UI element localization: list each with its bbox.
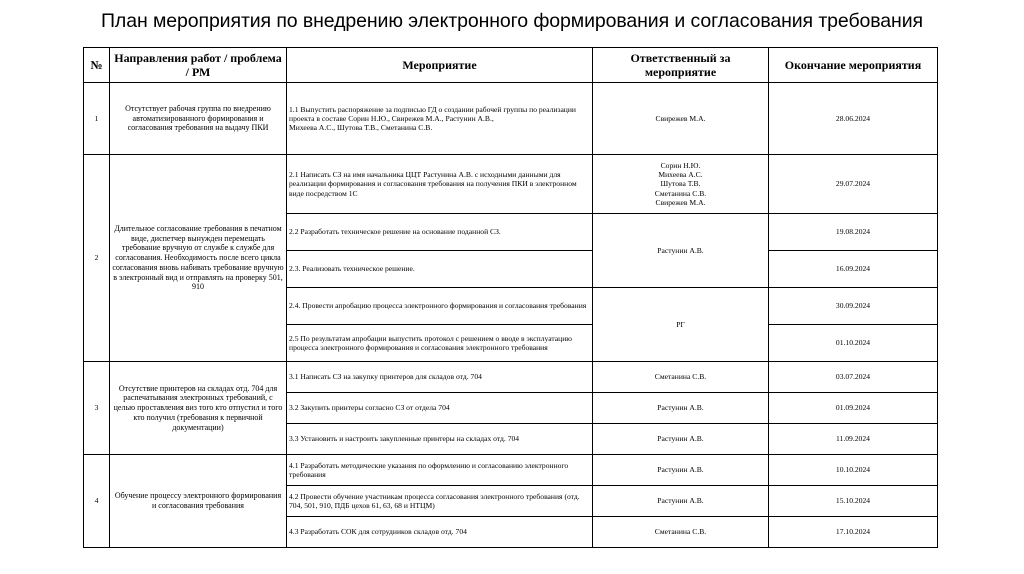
row-number: 3 xyxy=(84,362,110,455)
action-cell: 4.3 Разработать СОК для сотрудников складов отд. 704 xyxy=(287,517,593,548)
action-plan-table xyxy=(83,47,938,548)
deadline-cell: 10.10.2024 xyxy=(769,455,938,486)
deadline-cell: 16.09.2024 xyxy=(769,251,938,288)
header-responsible: Ответственный за мероприятие xyxy=(593,48,769,83)
action-cell: 1.1 Выпустить распоряжение за подписью ГД о создании рабочей группы по реализации проекта в составе Сорин Н.Ю., Свирежев М.А., Растунин А.В., Михеева А.С., Шутова Т.В., Сметанина С.В. xyxy=(287,83,593,155)
header-action: Мероприятие xyxy=(287,48,593,83)
action-cell: 4.1 Разработать методические указания по оформлению и согласованию электронного требования xyxy=(287,455,593,486)
header-num: № xyxy=(84,48,110,83)
deadline-cell: 15.10.2024 xyxy=(769,486,938,517)
table-row xyxy=(84,362,938,393)
problem-cell: Обучение процессу электронного формирования и согласования требования xyxy=(110,455,287,548)
action-cell: 3.3 Установить и настроить закупленные принтеры на складах отд. 704 xyxy=(287,424,593,455)
problem-cell: Отсутствует рабочая группа по внедрению автоматизированного формирования и согласования требования на выдачу ПКИ xyxy=(110,83,287,155)
deadline-cell: 03.07.2024 xyxy=(769,362,938,393)
deadline-cell: 30.09.2024 xyxy=(769,288,938,325)
table-row xyxy=(84,83,938,155)
responsible-cell: Сметанина С.В. xyxy=(593,362,769,393)
responsible-cell: РГ xyxy=(593,288,769,362)
page-title: План мероприятия по внедрению электронного формирования и согласования требования xyxy=(101,10,923,32)
table-row xyxy=(84,455,938,486)
responsible-cell: Сорин Н.Ю. Михеева А.С. Шутова Т.В. Сметанина С.В. Свирежев М.А. xyxy=(593,155,769,214)
responsible-cell: Сметанина С.В. xyxy=(593,517,769,548)
table-header-row xyxy=(84,48,938,83)
deadline-cell: 11.09.2024 xyxy=(769,424,938,455)
responsible-cell: Растунин А.В. xyxy=(593,424,769,455)
responsible-cell: Растунин А.В. xyxy=(593,393,769,424)
deadline-cell: 01.09.2024 xyxy=(769,393,938,424)
deadline-cell: 17.10.2024 xyxy=(769,517,938,548)
table-row xyxy=(84,155,938,214)
deadline-cell: 29.07.2024 xyxy=(769,155,938,214)
problem-cell: Длительное согласование требования в печатном виде, диспетчер вынужден перемещать требование вручную от службе к службе для согласования. Необходимость после всего цикла согласования вновь набивать требование вручную в электронный вид и отправлять на проверку 501, 910 xyxy=(110,155,287,362)
action-cell: 2.5 По результатам апробации выпустить протокол с решением о вводе в эксплуатацию процесса электронного формирования и согласования электронного требования xyxy=(287,325,593,362)
deadline-cell: 01.10.2024 xyxy=(769,325,938,362)
responsible-cell: Растунин А.В. xyxy=(593,214,769,288)
row-number: 1 xyxy=(84,83,110,155)
responsible-cell: Свирежев М.А. xyxy=(593,83,769,155)
action-cell: 2.3. Реализовать техническое решение. xyxy=(287,251,593,288)
action-cell: 2.4. Провести апробацию процесса электронного формирования и согласования требования xyxy=(287,288,593,325)
deadline-cell: 28.06.2024 xyxy=(769,83,938,155)
responsible-cell: Растунин А.В. xyxy=(593,486,769,517)
action-cell: 2.1 Написать СЗ на имя начальника ЦЦТ Растунина А.В. с исходными данными для реализации формирования и согласования требования на получения ПКИ в электронном виде посредством 1С xyxy=(287,155,593,214)
action-cell: 3.1 Написать СЗ на закупку принтеров для складов отд. 704 xyxy=(287,362,593,393)
header-deadline: Окончание мероприятия xyxy=(769,48,938,83)
action-cell: 2.2 Разработать техническое решение на основание поданной СЗ. xyxy=(287,214,593,251)
problem-cell: Отсутствие принтеров на складах отд. 704 для распечатывания электронных требований, с целью проставления виз того кто отпустил и того кто получил (требования к первичной документации) xyxy=(110,362,287,455)
action-cell: 4.2 Провести обучение участникам процесса согласования электронного требования (отд. 704, 501, 910, ПДБ цехов 61, 63, 68 и НТЦМ) xyxy=(287,486,593,517)
row-number: 4 xyxy=(84,455,110,548)
responsible-cell: Растунин А.В. xyxy=(593,455,769,486)
action-cell: 3.2 Закупить принтеры согласно СЗ от отдела 704 xyxy=(287,393,593,424)
row-number: 2 xyxy=(84,155,110,362)
deadline-cell: 19.08.2024 xyxy=(769,214,938,251)
header-problem: Направления работ / проблема / РМ xyxy=(110,48,287,83)
